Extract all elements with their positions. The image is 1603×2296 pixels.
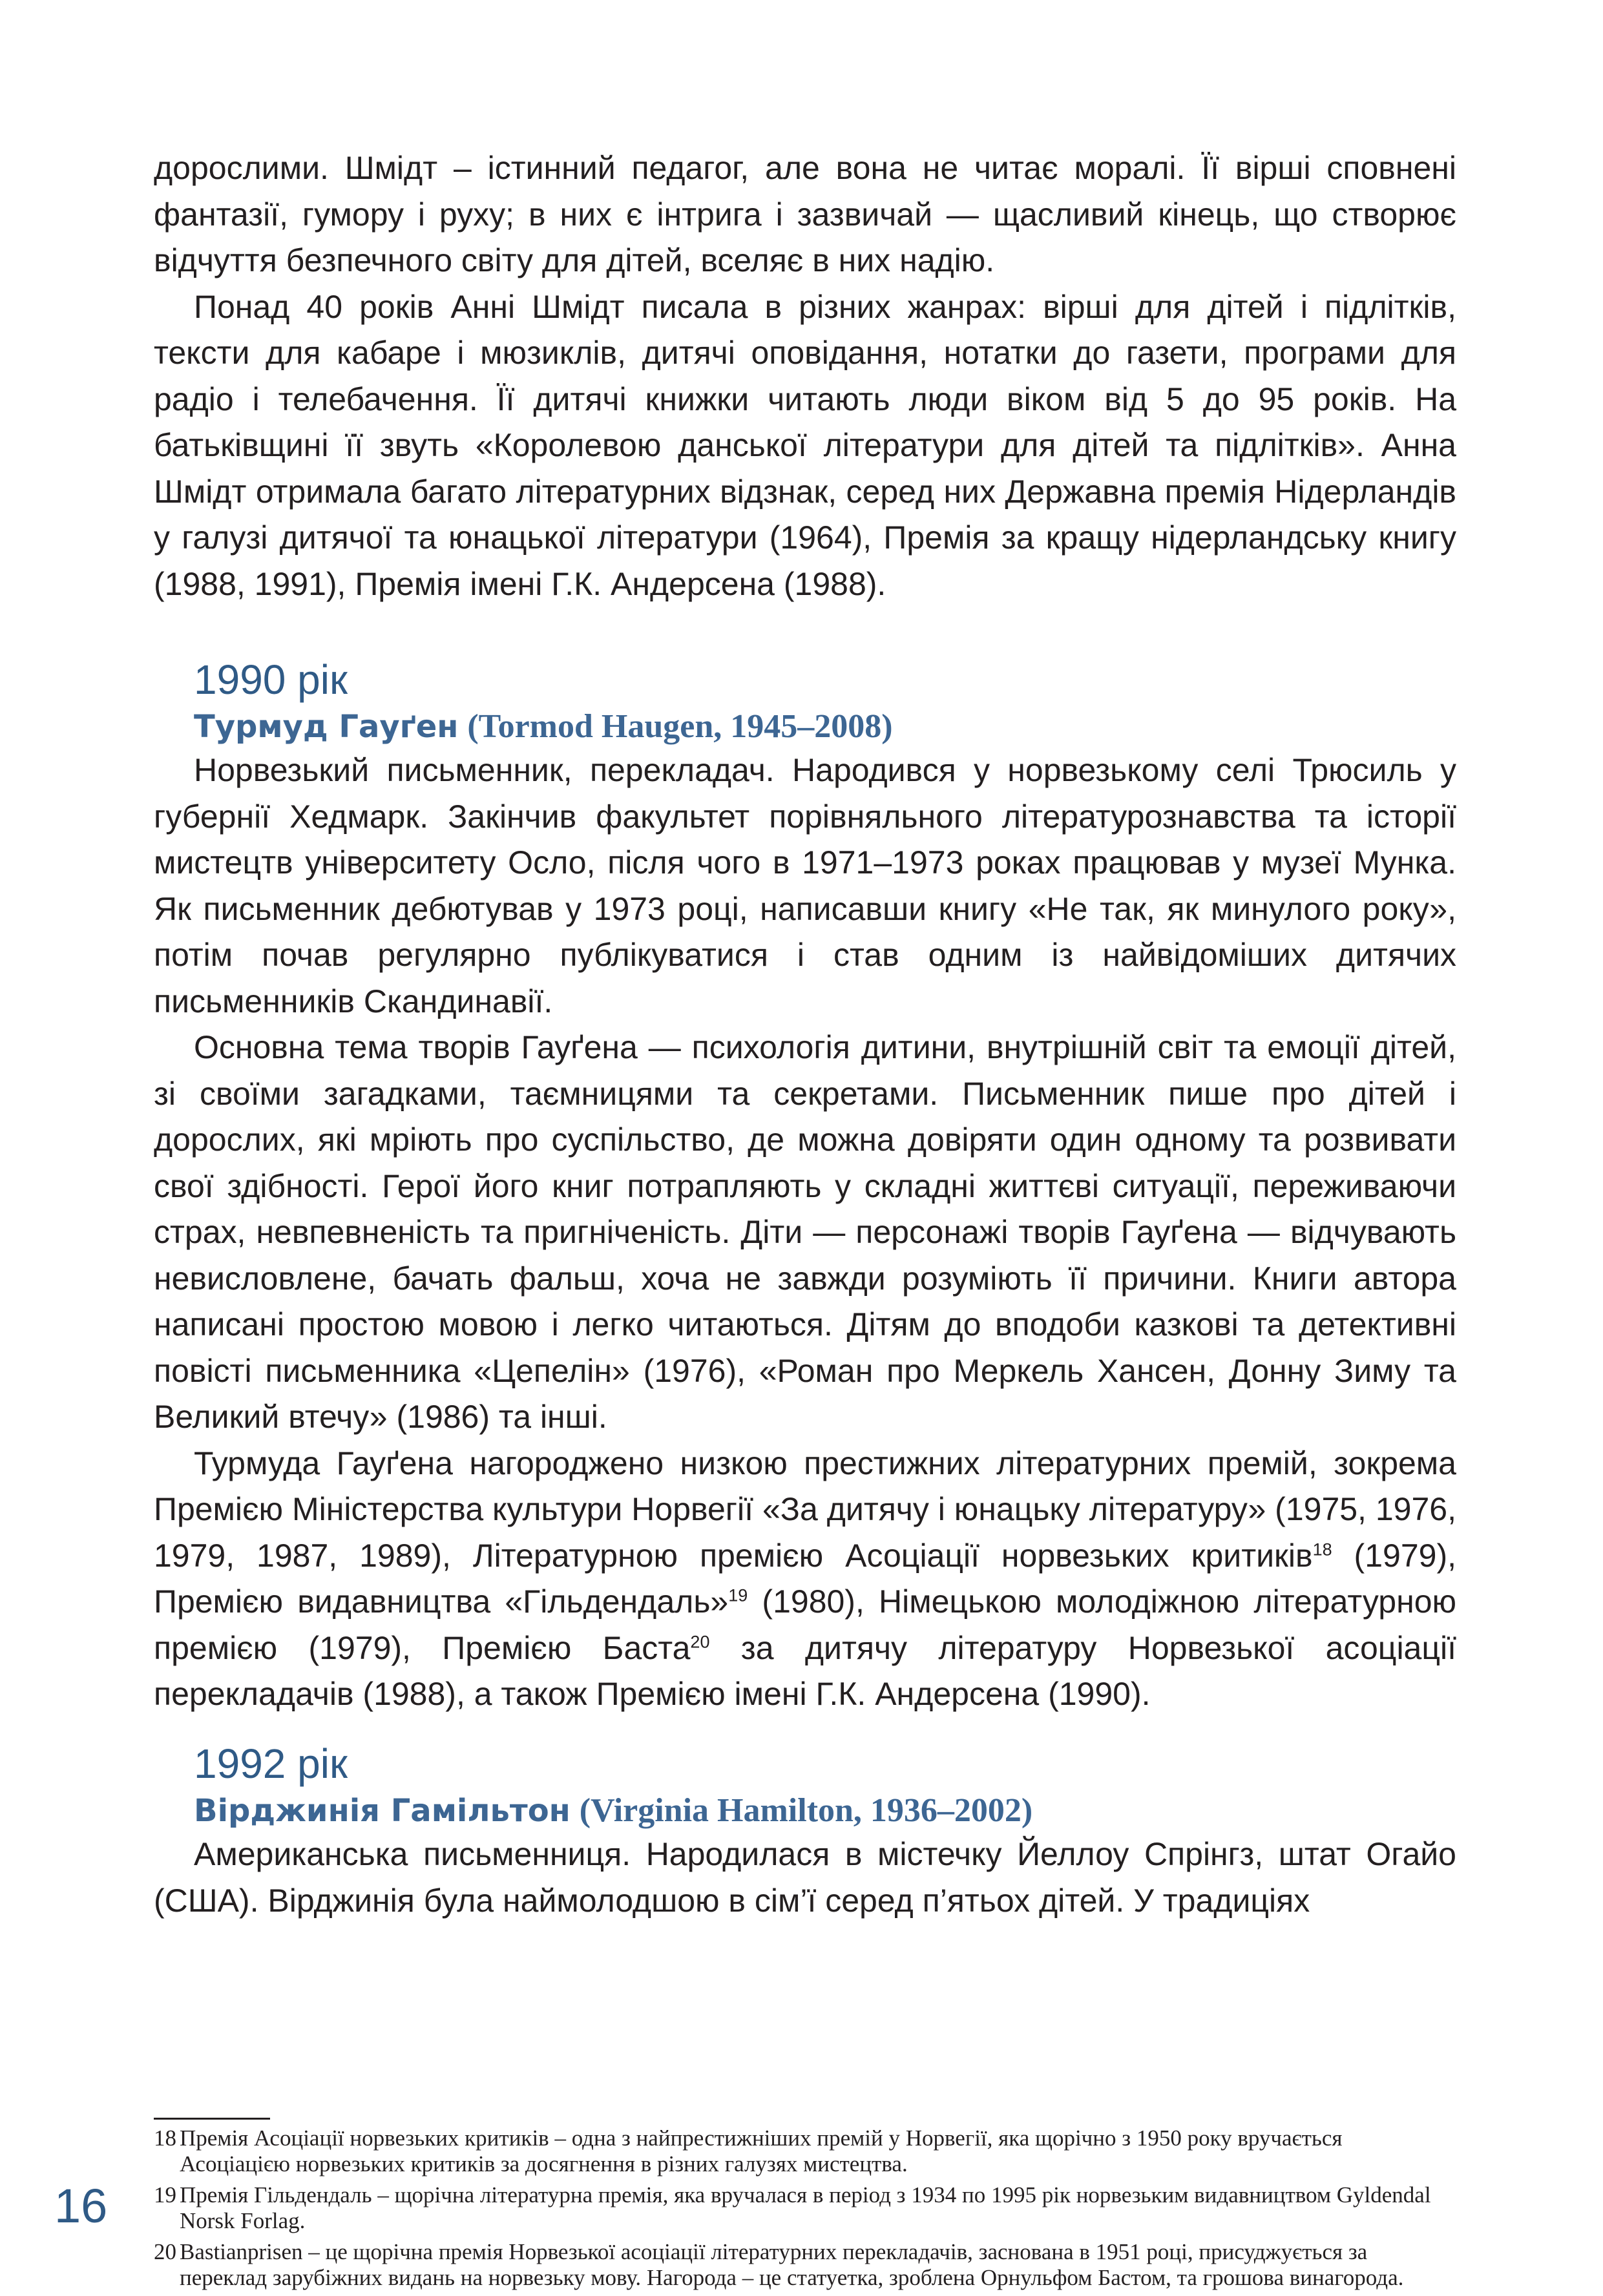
footnote-number: 18 — [154, 2125, 176, 2151]
footnote-text: Премія Асоціації норвезьких критиків – одна з найпрестижніших премій у Норвегії, яка щорічно з 1950 року вручається Асоціацією норвезьких критиків за досягнення в різних галузях мистецтва. — [180, 2125, 1343, 2176]
paragraph: Норвезький письменник, перекладач. Народився у норвезькому селі Трюсиль у губернії Хедмарк. Закінчив факультет порівняльного літературознавства та історії мистецтв університету Осло, після чого в 1971–1973 роках працював у музеї Мунка. Як письменник дебютував у 1973 році, написавши книгу «Не так, як минулого року», потім почав регулярно публікуватися і став одним із найвідоміших дитячих письменників Скандинавії. — [154, 752, 1456, 1019]
paragraph: Основна тема творів Гауґена — психологія дитини, внутрішній світ та емоції дітей, зі своїми загадками, таємницями та секретами. Письменник пише про дітей і дорослих, які мріють про суспільство, де можна довіряти один одному та розвивати свої здібності. Герої його книг потрапляють у складні життєві ситуації, переживаючи страх, невпевненість та пригніченість. Діти — персонажі творів Гауґена — відчувають невисловлене, бачать фальш, хоча не завжди розуміють її причини. Книги автора написані простою мовою і легко читаються. Дітям до вподоби казкові та детективні повісті письменника «Цепелін» (1976), «Роман про Меркель Хансен, Донну Зиму та Великий втечу» (1986) та інші. — [154, 1029, 1456, 1435]
paragraph: дорослими. Шмідт – істинний педагог, але вона не читає моралі. Її вірші сповнені фантазії, гумору і руху; в них є інтрига і зазвичай — щасливий кінець, що створює відчуття безпечного світу для дітей, вселяє в них надію. — [154, 150, 1456, 278]
footnote-number: 20 — [154, 2239, 176, 2264]
footnote-ref-20[interactable]: 20 — [690, 1631, 710, 1651]
author-name — [154, 705, 1456, 747]
author-name — [154, 1790, 1456, 1832]
author-name-ukrainian: Вірджинія Гамільтон — [194, 1793, 571, 1829]
year-heading: 1992 рік — [194, 1740, 348, 1787]
block-continuation — [154, 145, 1456, 607]
section-1992 — [154, 1738, 1456, 1924]
section-1990 — [154, 654, 1456, 1718]
footnote-number: 19 — [154, 2182, 176, 2207]
footnote-ref-18[interactable]: 18 — [1312, 1539, 1332, 1559]
footnote-19 — [154, 2182, 1456, 2234]
author-name-original: (Virginia Hamilton, 1936–2002) — [579, 1792, 1033, 1829]
paragraph: Турмуда Гауґена нагороджено низкою престижних літературних премій, зокрема Премією Міністерства культури Норвегії «За дитячу і юнацьку літературу» (1975, 1976, 1979, 1987, 1989), Літературною премією Асоціації норвезьких критиків$^{18}$ (1979), Премією видавництва «Гільдендаль»$^{19}$ (1980), Німецькою молодіжною літературною премією (1979), Премією Баста$^{20}$ за дитячу літературу Норвезької асоціації перекладачів (1988), а також Премією імені Г.К. Андерсена (1990). — [154, 1445, 1456, 1712]
footnote-text: Bastianprisen – це щорічна премія Норвезької асоціації літературних перекладачів, заснована в 1951 році, присуджується за переклад зарубіжних видань на норвезьку мову. Нагорода – це статуетка, зроблена Орнульфом Бастом, та грошова винагорода. — [180, 2239, 1404, 2290]
page-number: 16 — [54, 2179, 108, 2233]
author-name-ukrainian: Турмуд Гауґен — [194, 709, 459, 745]
footnote-ref-19[interactable]: 19 — [728, 1585, 748, 1605]
footnote-18 — [154, 2125, 1456, 2177]
footnote-20 — [154, 2239, 1456, 2291]
paragraph: Американська письменниця. Народилася в містечку Йеллоу Спрінгз, штат Огайо (США). Вірджинія була наймолодшою в сім’ї серед п’ятьох дітей. У традиціях — [154, 1836, 1456, 1919]
footnote-divider — [154, 2118, 270, 2120]
footnotes — [154, 2125, 1456, 2296]
year-heading: 1990 рік — [194, 656, 348, 703]
footnote-text: Премія Гільдендаль – щорічна літературна премія, яка вручалася в період з 1934 по 1995 рік норвезьким видавництвом Gyldendal Norsk Forlag. — [180, 2182, 1431, 2233]
paragraph: Понад 40 років Анні Шмідт писала в різних жанрах: вірші для дітей і підлітків, тексти для кабаре і мюзиклів, дитячі оповідання, нотатки до газети, програми для радіо і телебачення. Її дитячі книжки читають люди віком від 5 до 95 років. На батьківщині її звуть «Королевою данської літератури для дітей та підлітків». Анна Шмідт отримала багато літературних відзнак, серед них Державна премія Нідерландів у галузі дитячої та юнацької літератури (1964), Премія за кращу нідерландську книгу (1988, 1991), Премія імені Г.К. Андерсена (1988). — [154, 288, 1456, 602]
author-name-original: (Tormod Haugen, 1945–2008) — [467, 708, 893, 745]
